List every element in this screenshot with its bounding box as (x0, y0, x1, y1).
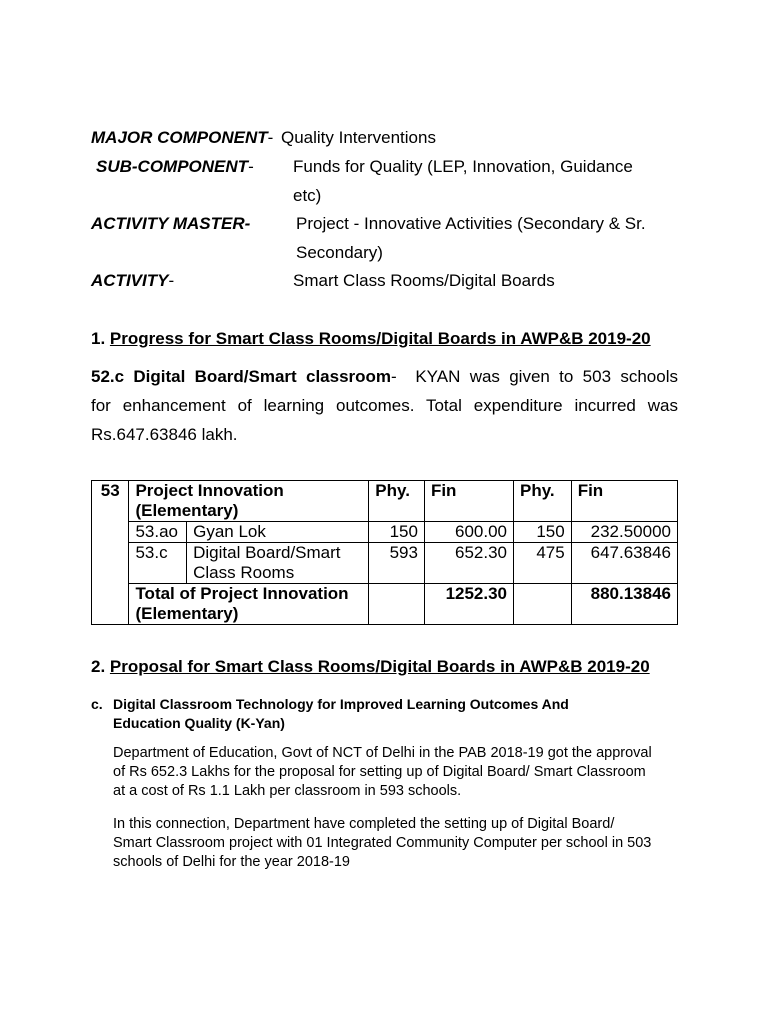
sub-component-value-line1: Funds for Quality (LEP, Innovation, Guidance (293, 157, 633, 176)
section1-heading: 1. Progress for Smart Class Rooms/Digital Boards in AWP&B 2019-20 (91, 329, 651, 348)
major-component-label: MAJOR COMPONENT- (91, 128, 274, 147)
activity-master-label: ACTIVITY MASTER- (91, 214, 251, 233)
header-phy-2: Phy. (514, 481, 572, 522)
subsection-c-label: c. (91, 696, 103, 712)
section1-para-line2: for enhancement of learning outcomes. Total expenditure incurred was (91, 396, 678, 415)
table-row (92, 543, 678, 584)
subsection-c-title-line2: Education Quality (K-Yan) (113, 715, 285, 731)
row-fin-2: 647.63846 (571, 543, 677, 584)
total-phy-1 (369, 584, 425, 625)
header-phy-1: Phy. (369, 481, 425, 522)
para1-line2: of Rs 652.3 Lakhs for the proposal for setting up of Digital Board/ Smart Classroom (113, 764, 646, 780)
total-label: Total of Project Innovation (Elementary) (129, 584, 369, 625)
sub-component-label: SUB-COMPONENT- (96, 157, 254, 176)
sub-component-value-line2: etc) (293, 186, 322, 205)
activity-label: ACTIVITY- (91, 271, 175, 290)
header-fin-2: Fin (571, 481, 677, 522)
header-fin-1: Fin (424, 481, 513, 522)
table-row (92, 522, 678, 543)
row-phy-2: 475 (514, 543, 572, 584)
total-fin-1: 1252.30 (424, 584, 513, 625)
major-component-value: Quality Interventions (281, 128, 436, 147)
row-fin-2: 232.50000 (571, 522, 677, 543)
section2-heading: 2. Proposal for Smart Class Rooms/Digital Boards in AWP&B 2019-20 (91, 657, 650, 676)
total-phy-2 (514, 584, 572, 625)
row-name: Gyan Lok (187, 522, 369, 543)
row-code: 53.ao (129, 522, 187, 543)
row-name: Digital Board/Smart Class Rooms (187, 543, 369, 584)
table-header-title: Project Innovation (Elementary) (129, 481, 369, 522)
row-phy-1: 593 (369, 543, 425, 584)
table-header-row (92, 481, 678, 522)
row-fin-1: 652.30 (424, 543, 513, 584)
para2-line3: schools of Delhi for the year 2018-19 (113, 854, 350, 870)
para2-line1: In this connection, Department have completed the setting up of Digital Board/ (113, 816, 615, 832)
activity-master-value-line1: Project - Innovative Activities (Secondary & Sr. (296, 214, 646, 233)
activity-master-value-line2: Secondary) (296, 243, 383, 262)
table-section-number: 53 (92, 481, 129, 625)
row-phy-1: 150 (369, 522, 425, 543)
row-fin-1: 600.00 (424, 522, 513, 543)
row-phy-2: 150 (514, 522, 572, 543)
para1-line1: Department of Education, Govt of NCT of Delhi in the PAB 2018-19 got the approval (113, 745, 652, 761)
section1-para-line1: 52.c Digital Board/Smart classroom- KYAN was given to 503 schools (91, 367, 678, 386)
para1-line3: at a cost of Rs 1.1 Lakh per classroom in 593 schools. (113, 783, 462, 799)
para2-line2: Smart Classroom project with 01 Integrated Community Computer per school in 503 (113, 835, 652, 851)
project-innovation-table (91, 480, 678, 625)
table-total-row (92, 584, 678, 625)
activity-value: Smart Class Rooms/Digital Boards (293, 271, 555, 290)
row-code: 53.c (129, 543, 187, 584)
section1-para-line3: Rs.647.63846 lakh. (91, 425, 238, 444)
subsection-c-title-line1: Digital Classroom Technology for Improved Learning Outcomes And (113, 696, 569, 712)
total-fin-2: 880.13846 (571, 584, 677, 625)
